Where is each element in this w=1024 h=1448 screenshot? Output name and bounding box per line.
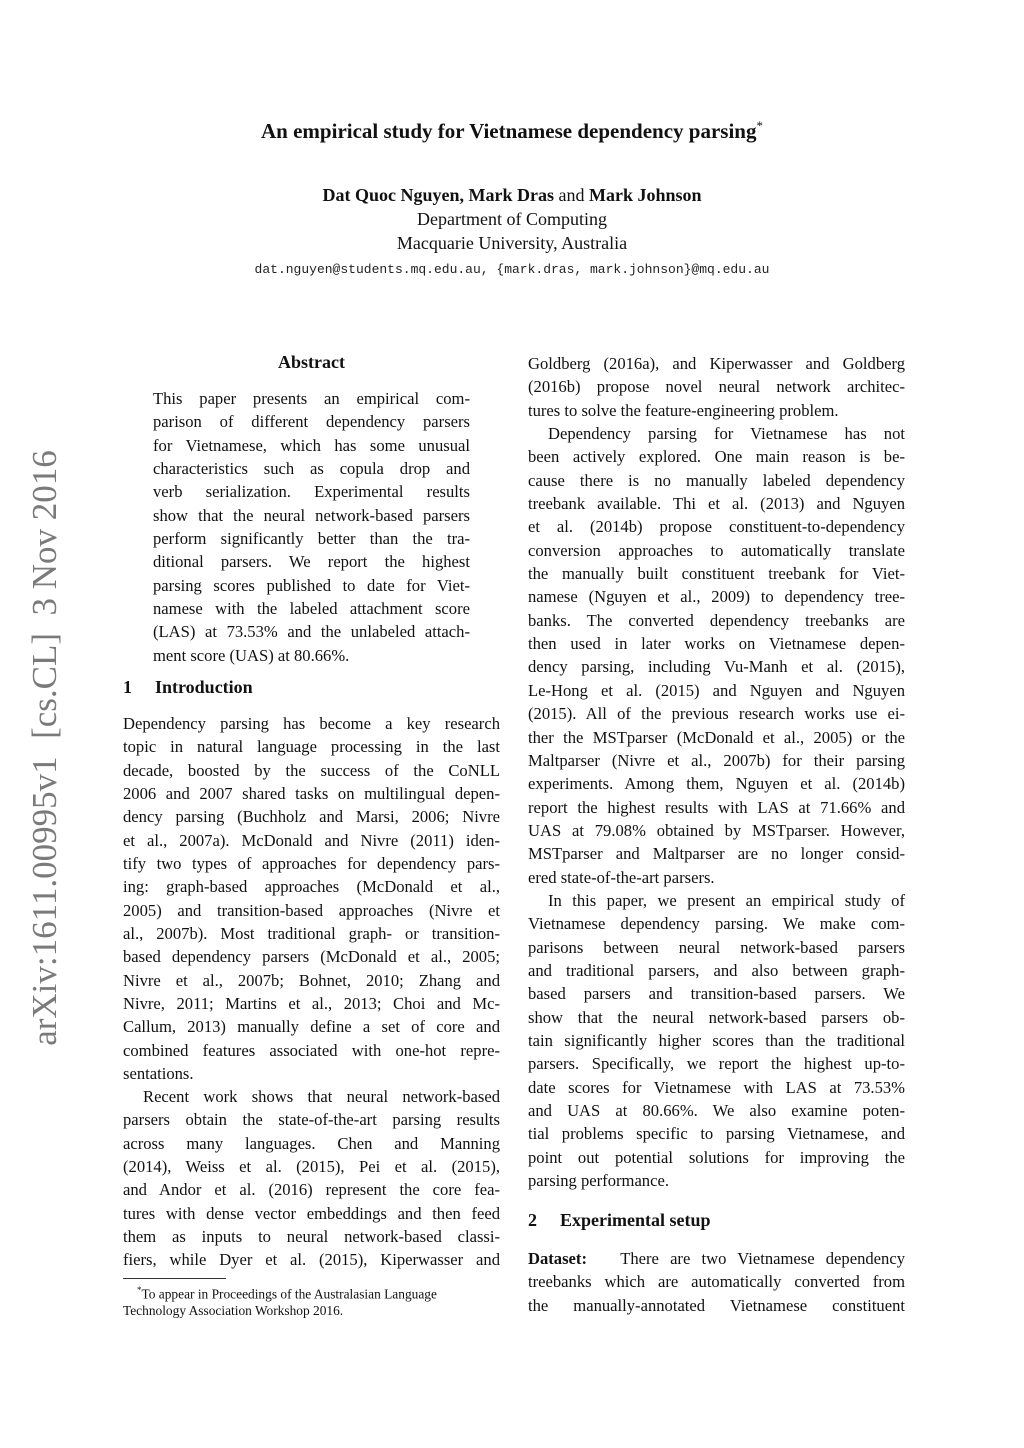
text-line: parsers obtain the state-of-the-art parsing results [123,1110,500,1130]
text-line: parsing scores published to date for Viet- [153,575,470,595]
abstract-body [153,387,470,667]
footnote-line-1 [123,1282,503,1302]
dataset-lines [528,1270,905,1317]
footnote-mark: * [137,1285,142,1295]
text-line: Dependency parsing for Vietnamese has not [548,424,905,444]
intro-paragraph-2-cont [528,352,905,422]
text-line: and Andor et al. (2016) represent the core fea- [123,1180,500,1200]
text-line: Vietnamese dependency parsing. We make com- [528,914,905,934]
text-line: (2014), Weiss et al. (2015), Pei et al. (2015), [123,1157,500,1177]
text-line: dency parsing (Buchholz and Marsi, 2006; Nivre [123,807,500,827]
footnote-rule [123,1278,226,1279]
text-line: conversion approaches to automatically translate [528,540,905,560]
text-line: tial problems specific to parsing Vietnamese, and [528,1124,905,1144]
text-line: Dependency parsing has become a key research [123,714,500,733]
authors-and: and [558,185,585,205]
text-line: et al. (2014b) propose constituent-to-dependency [528,517,905,537]
text-line: show that the neural network-based parsers [153,505,470,525]
author-emails: dat.nguyen@students.mq.edu.au, {mark.dras, mark.johnson}@mq.edu.au [254,262,770,277]
section-number: 2 [528,1210,537,1230]
text-line: ther the MSTparser (McDonald et al., 2005) or the [528,727,905,747]
text-line: fiers, while Dyer et al. (2015), Kiperwasser and [123,1250,500,1270]
text-line: (LAS) at 73.53% and the unlabeled attach- [153,622,470,642]
text-line: the manually-annotated Vietnamese constituent [528,1295,905,1315]
text-line: parsers. Specifically, we report the highest up-to- [528,1054,905,1074]
intro-paragraph-4 [528,889,905,1192]
abstract-heading: Abstract [278,352,345,372]
text-line: sentations. [123,1064,194,1084]
text-line: MSTparser and Maltparser are no longer consid- [528,844,905,864]
text-line: Callum, 2013) manually define a set of core and [123,1017,500,1037]
text-line: tures to solve the feature-engineering problem. [528,400,839,420]
text-line: for Vietnamese, which has some unusual [153,435,470,455]
text-line: 2005) and transition-based approaches (Nivre et [123,900,500,920]
right-column-text [528,352,905,1192]
text-line: banks. The converted dependency treebanks are [528,610,905,630]
text-line: ment score (UAS) at 80.66%. [153,645,350,665]
text-line: across many languages. Chen and Manning [123,1133,500,1153]
text-line: cause there is no manually labeled dependency [528,470,905,490]
affiliation-university: Macquarie University, Australia [396,233,628,253]
footnote [123,1282,503,1319]
text-line: tain significantly higher scores than the traditional [528,1030,905,1050]
text-line: experiments. Among them, Nguyen et al. (2014b) [528,774,905,794]
arxiv-stamp: arXiv:1611.00995v1 [cs.CL] 3 Nov 2016 [25,450,64,1046]
text-line: Recent work shows that neural network-based [143,1087,500,1106]
text-line: al., 2007b). Most traditional graph- or transition- [123,924,500,944]
paper-title [0,118,1024,144]
text-line: been actively explored. One main reason is be- [528,447,905,467]
text-line: (2016b) propose novel neural network architec- [528,377,905,397]
text-line: report the highest results with LAS at 71.66% and [528,797,905,817]
text-line: namese (Nguyen et al., 2009) to dependency tree- [528,587,905,607]
authors [0,185,1024,206]
text-line: ditional parsers. We report the highest [153,552,470,572]
text-line: them as inputs to neural network-based classi- [123,1227,500,1247]
text-line: dency parsing, including Vu-Manh et al. (2015), [528,657,905,677]
dataset-label: Dataset: [528,1249,587,1268]
section-2-heading [528,1210,711,1231]
text-line: decade, boosted by the success of the CoNLL [123,760,500,780]
text-line: and UAS at 80.66%. We also examine poten- [528,1101,905,1120]
text-line: Maltparser (Nivre et al., 2007b) for their parsing [528,750,905,770]
text-line: tify two types of approaches for dependency pars- [123,854,500,874]
text-line: treebank available. Thi et al. (2013) and Nguyen [528,494,905,514]
text-line: verb serialization. Experimental results [153,482,470,502]
text-line: et al., 2007a). McDonald and Nivre (2011) iden- [123,830,500,850]
text-line: perform significantly better than the tra- [153,529,470,549]
text-line: the manually built constituent treebank for Viet- [528,564,905,584]
text-line: date scores for Vietnamese with LAS at 73.53% [528,1077,905,1097]
intro-paragraph-3 [528,422,905,889]
text-line: 2006 and 2007 shared tasks on multilingual depen- [123,784,500,804]
section-title: Introduction [155,677,253,697]
text-line: point out potential solutions for improving the [528,1147,905,1167]
text-line: treebanks which are automatically converted from [528,1272,905,1292]
text-line: combined features associated with one-hot repre- [123,1040,500,1060]
text-line: then used in later works on Vietnamese depen- [528,634,905,654]
section-number: 1 [123,677,132,697]
text-line: (2015). All of the previous research works use ei- [528,704,905,724]
intro-paragraph-2 [123,1085,500,1272]
text-line: and traditional parsers, and also between graph- [528,960,905,980]
text-line: Le-Hong et al. (2015) and Nguyen and Nguyen [528,680,905,700]
title-text: An empirical study for Vietnamese dependency parsing [261,119,757,143]
text-line: parsing performance. [528,1171,669,1191]
intro-paragraph-1 [123,712,500,1086]
text-line: UAS at 79.08% obtained by MSTparser. However, [528,820,905,840]
text-line: based dependency parsers (McDonald et al., 2005; [123,947,500,967]
footnote-text-1: To appear in Proceedings of the Australasian Language [141,1286,437,1302]
text-line: show that the neural network-based parsers ob- [528,1007,905,1027]
section-title: Experimental setup [560,1210,711,1230]
text-line: characteristics such as copula drop and [153,459,470,479]
text-line: namese with the labeled attachment score [153,599,470,619]
section-1-heading [123,677,253,698]
affiliation-department: Department of Computing [417,209,607,229]
text-line [528,1247,905,1270]
text-line: ered state-of-the-art parsers. [528,867,715,887]
text-line: Goldberg (2016a), and Kiperwasser and Goldberg [528,354,905,373]
authors-last: Mark Johnson [588,185,702,205]
text-line: topic in natural language processing in the last [123,737,500,757]
text-line: ing: graph-based approaches (McDonald et al., [123,877,500,897]
dataset-paragraph [528,1247,905,1317]
text-line: parisons between neural network-based parsers [528,937,905,957]
text-line: In this paper, we present an empirical study of [548,890,905,910]
text-line: Nivre et al., 2007b; Bohnet, 2010; Zhang and [123,970,500,990]
text-line: parison of different dependency parsers [153,412,470,432]
text-line: based parsers and transition-based parsers. We [528,984,905,1004]
text-line: Nivre, 2011; Martins et al., 2013; Choi and Mc- [123,994,500,1014]
footnote-line-2: Technology Association Workshop 2016. [123,1303,344,1319]
dataset-first-line: There are two Vietnamese dependency [620,1249,905,1268]
text-line: tures with dense vector embeddings and then feed [123,1203,500,1223]
authors-first: Dat Quoc Nguyen, Mark Dras [322,185,554,205]
title-footnote-mark: * [756,118,763,133]
text-line: This paper presents an empirical com- [153,389,470,408]
